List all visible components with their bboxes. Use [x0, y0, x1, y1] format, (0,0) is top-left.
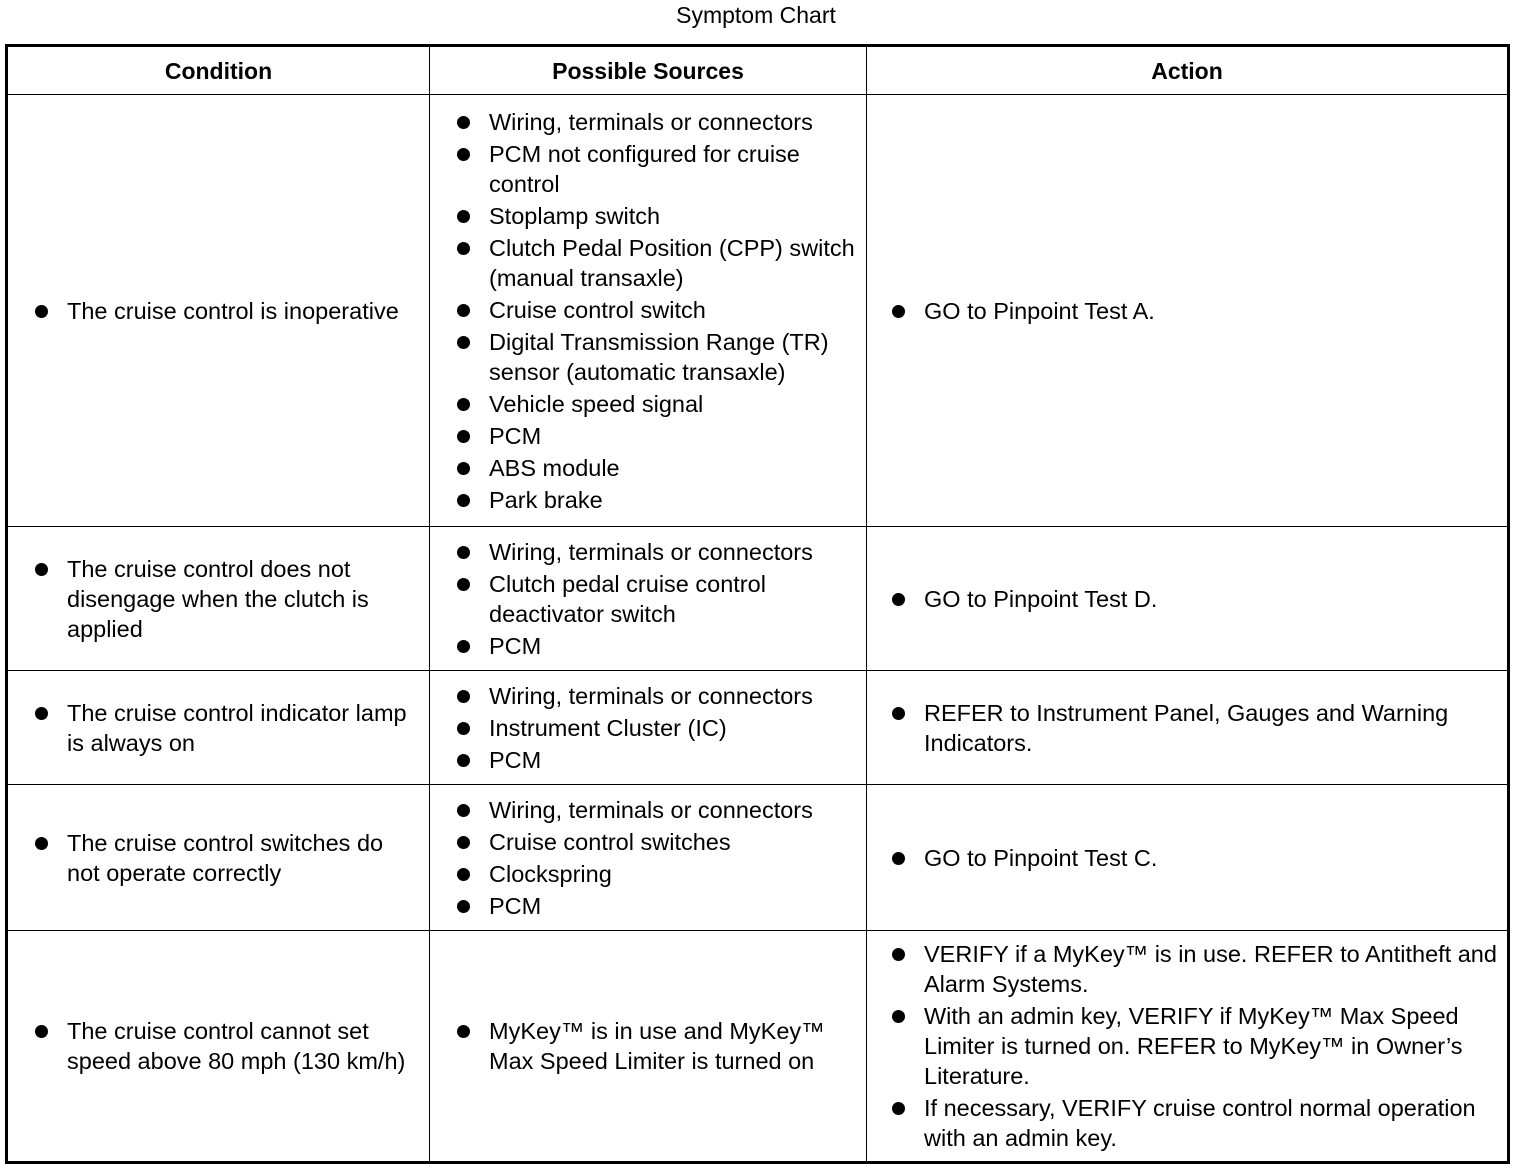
- bullet-icon: [457, 116, 470, 129]
- bullet-list: [32, 1016, 421, 1076]
- condition-cell: [7, 931, 430, 1163]
- list-item: [454, 139, 858, 199]
- bullet-list: [454, 107, 858, 515]
- bullet-icon: [892, 1102, 905, 1115]
- list-item-text: Clockspring: [489, 860, 612, 887]
- list-item-text: Clutch Pedal Position (CPP) switch (manual transaxle): [489, 234, 855, 291]
- bullet-list: [32, 698, 421, 758]
- list-item-text: Wiring, terminals or connectors: [489, 682, 813, 709]
- list-item-text: Instrument Cluster (IC): [489, 714, 727, 741]
- bullet-list: [454, 681, 858, 775]
- bullet-icon: [35, 305, 48, 318]
- bullet-list: [889, 296, 1499, 326]
- action-cell: [867, 527, 1509, 671]
- list-item: [454, 485, 858, 515]
- table-row: [7, 671, 1509, 785]
- bullet-icon: [892, 305, 905, 318]
- list-item: [454, 233, 858, 293]
- bullet-icon: [892, 1010, 905, 1023]
- bullet-icon: [35, 1025, 48, 1038]
- table-row: [7, 527, 1509, 671]
- list-item-text: GO to Pinpoint Test A.: [924, 297, 1155, 324]
- bullet-icon: [892, 948, 905, 961]
- symptom-table: [5, 44, 1510, 1164]
- chart-title: Symptom Chart: [676, 2, 836, 28]
- list-item: [32, 698, 421, 758]
- list-item: [454, 201, 858, 231]
- bullet-list: [889, 843, 1499, 873]
- sources-cell: [430, 671, 867, 785]
- list-item: [454, 569, 858, 629]
- list-item: [454, 537, 858, 567]
- action-cell: [867, 95, 1509, 527]
- list-item: [32, 1016, 421, 1076]
- bullet-icon: [457, 242, 470, 255]
- list-item-text: Wiring, terminals or connectors: [489, 538, 813, 565]
- bullet-list: [32, 554, 421, 644]
- list-item-text: PCM: [489, 746, 542, 773]
- sources-cell: [430, 95, 867, 527]
- list-item-text: The cruise control is inoperative: [67, 297, 399, 324]
- action-cell: [867, 931, 1509, 1163]
- bullet-list: [889, 584, 1499, 614]
- bullet-list: [454, 537, 858, 661]
- bullet-icon: [457, 148, 470, 161]
- action-cell: [867, 785, 1509, 931]
- list-item-text: VERIFY if a MyKey™ is in use. REFER to Antitheft and Alarm Systems.: [924, 941, 1497, 997]
- bullet-list: [454, 1016, 858, 1076]
- action-cell: [867, 671, 1509, 785]
- list-item: [32, 296, 421, 326]
- bullet-icon: [457, 900, 470, 913]
- header-possible-sources: Possible Sources: [430, 46, 867, 95]
- list-item: [889, 296, 1499, 326]
- bullet-icon: [457, 336, 470, 349]
- list-item: [889, 939, 1499, 999]
- bullet-icon: [457, 722, 470, 735]
- bullet-icon: [457, 868, 470, 881]
- list-item-text: Wiring, terminals or connectors: [489, 796, 813, 823]
- list-item-text: Wiring, terminals or connectors: [489, 108, 813, 135]
- table-row: [7, 931, 1509, 1163]
- bullet-icon: [892, 593, 905, 606]
- list-item: [889, 1093, 1499, 1153]
- bullet-icon: [35, 563, 48, 576]
- list-item: [454, 859, 858, 889]
- bullet-icon: [457, 640, 470, 653]
- bullet-icon: [457, 578, 470, 591]
- bullet-icon: [457, 754, 470, 767]
- table-row: [7, 785, 1509, 931]
- header-action: Action: [867, 46, 1509, 95]
- sources-cell: [430, 931, 867, 1163]
- list-item-text: GO to Pinpoint Test D.: [924, 585, 1158, 612]
- list-item-text: Cruise control switch: [489, 296, 706, 323]
- list-item-text: With an admin key, VERIFY if MyKey™ Max Speed Limiter is turned on. REFER to MyKey™ in Owner’s Literature.: [924, 1003, 1463, 1089]
- table-row: [7, 95, 1509, 527]
- list-item-text: Vehicle speed signal: [489, 390, 704, 417]
- list-item: [889, 584, 1499, 614]
- bullet-icon: [35, 837, 48, 850]
- condition-cell: [7, 527, 430, 671]
- header-condition: Condition: [7, 46, 430, 95]
- bullet-icon: [457, 1025, 470, 1038]
- list-item: [454, 421, 858, 451]
- list-item: [889, 698, 1499, 758]
- condition-cell: [7, 95, 430, 527]
- list-item-text: If necessary, VERIFY cruise control normal operation with an admin key.: [924, 1095, 1476, 1151]
- condition-cell: [7, 671, 430, 785]
- bullet-icon: [35, 707, 48, 720]
- list-item: [454, 631, 858, 661]
- list-item: [454, 713, 858, 743]
- list-item: [454, 795, 858, 825]
- list-item-text: Digital Transmission Range (TR) sensor (automatic transaxle): [489, 328, 829, 385]
- list-item-text: Park brake: [489, 486, 603, 513]
- list-item: [454, 107, 858, 137]
- bullet-list: [32, 828, 421, 888]
- bullet-icon: [457, 462, 470, 475]
- bullet-icon: [892, 852, 905, 865]
- list-item-text: ABS module: [489, 454, 620, 481]
- list-item: [454, 453, 858, 483]
- list-item-text: The cruise control indicator lamp is always on: [67, 699, 407, 756]
- list-item-text: GO to Pinpoint Test C.: [924, 844, 1158, 871]
- table-header-row: [7, 46, 1509, 95]
- bullet-list: [454, 795, 858, 921]
- list-item: [32, 554, 421, 644]
- list-item-text: Cruise control switches: [489, 828, 731, 855]
- bullet-icon: [457, 494, 470, 507]
- list-item: [889, 843, 1499, 873]
- list-item-text: Stoplamp switch: [489, 202, 661, 229]
- list-item: [454, 327, 858, 387]
- list-item-text: Clutch pedal cruise control deactivator switch: [489, 570, 766, 627]
- sources-cell: [430, 527, 867, 671]
- list-item-text: The cruise control cannot set speed above 80 mph (130 km/h): [67, 1018, 406, 1074]
- bullet-icon: [457, 546, 470, 559]
- list-item-text: REFER to Instrument Panel, Gauges and Warning Indicators.: [924, 699, 1449, 756]
- list-item: [32, 828, 421, 888]
- list-item-text: PCM: [489, 422, 542, 449]
- condition-cell: [7, 785, 430, 931]
- bullet-icon: [457, 690, 470, 703]
- bullet-icon: [457, 210, 470, 223]
- bullet-icon: [892, 707, 905, 720]
- list-item-text: The cruise control does not disengage when the clutch is applied: [67, 555, 369, 642]
- bullet-list: [889, 939, 1499, 1153]
- list-item-text: MyKey™ is in use and MyKey™ Max Speed Limiter is turned on: [489, 1018, 825, 1074]
- list-item: [454, 827, 858, 857]
- bullet-list: [889, 698, 1499, 758]
- sources-cell: [430, 785, 867, 931]
- list-item: [454, 745, 858, 775]
- list-item: [454, 1016, 858, 1076]
- list-item-text: The cruise control switches do not operate correctly: [67, 829, 384, 886]
- bullet-icon: [457, 836, 470, 849]
- list-item-text: PCM not configured for cruise control: [489, 140, 800, 197]
- list-item: [889, 1001, 1499, 1091]
- list-item-text: PCM: [489, 632, 542, 659]
- list-item: [454, 891, 858, 921]
- bullet-icon: [457, 304, 470, 317]
- bullet-icon: [457, 430, 470, 443]
- list-item: [454, 681, 858, 711]
- bullet-icon: [457, 804, 470, 817]
- list-item-text: PCM: [489, 892, 542, 919]
- bullet-list: [32, 296, 421, 326]
- list-item: [454, 295, 858, 325]
- list-item: [454, 389, 858, 419]
- bullet-icon: [457, 398, 470, 411]
